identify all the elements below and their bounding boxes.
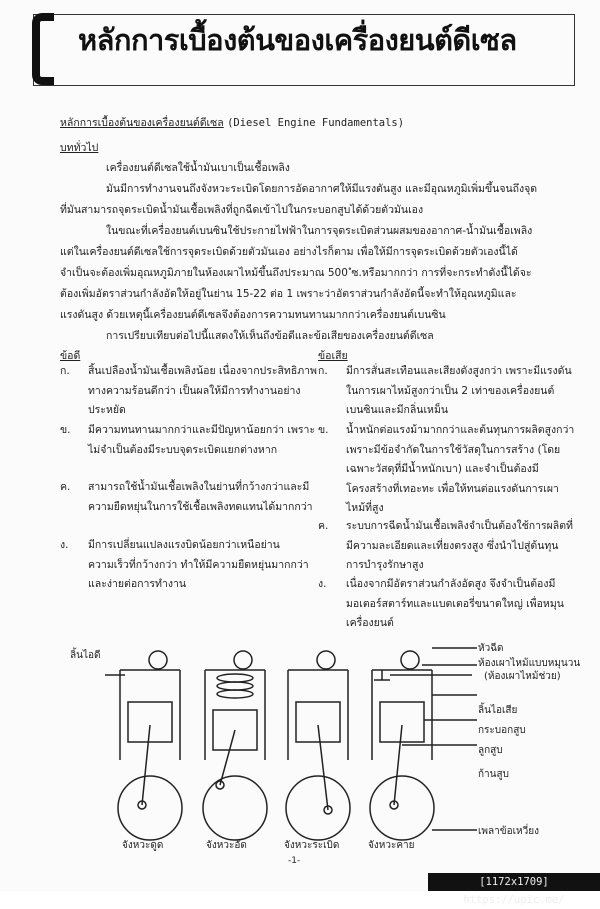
subheading: บททั่วไป [60,142,99,154]
item-text: สามารถใช้น้ำมันเชื้อเพลิงในย่านที่กว้างกว่าและมีความยืดหยุ่นในการใช้เชื้อเพลิงทดแทนได้มากกว่า [88,481,313,513]
title-banner [33,14,575,86]
item-text: มีการสั่นสะเทือนและเสียงดังสูงกว่า เพราะมีแรงดันในการเผาไหม้สูงกว่าเป็น 2 เท่าของเครื่องยนต์เบนซินและมีกลิ่นเหม็น [346,365,572,416]
item-text: เนื่องจากมีอัตราส่วนกำลังอัดสูง จึงจำเป็นต้องมีมอเตอร์สตาร์ทและแบตเตอรี่ขนาดใหญ่ เพื่อหมุนเครื่องยนต์ [346,578,564,629]
intro-line: เครื่องยนต์ดีเซลใช้น้ำมันเบาเป็นเชื้อเพลิง [106,162,290,174]
item-key: ก. [60,365,70,377]
intro-line: ต้องเพิ่มอัตราส่วนกำลังอัดให้อยู่ในย่าน 15-22 ต่อ 1 เพราะว่าอัตราส่วนกำลังอัดนี้จะทำให้อุณหภูมิและ [60,288,517,300]
page-title: หลักการเบื้องต้นของเครื่องยนต์ดีเซล [78,23,517,57]
section-heading-th: หลักการเบื้องต้นของเครื่องยนต์ดีเซล [60,117,224,129]
stroke-label: จังหวะดูด [122,840,164,851]
advantages-heading: ข้อดี [60,350,81,362]
advantage-item [60,421,320,481]
stroke-label: จังหวะอัด [206,840,247,851]
item-text: น้ำหนักต่อแรงม้ามากกว่าและต้นทุนการผลิตสูงกว่า เพราะมีข้อจำกัดในการใช้วัสดุในการสร้าง (โดยเฉพาะวัสดุที่มีน้ำหนักเบา) และจำเป็นต้องมีโครงสร้างที่เทอะทะ เพื่อให้ทนต่อแรงดันการเผาไหม้ที่สูง [346,424,575,514]
item-text: ระบบการฉีดน้ำมันเชื้อเพลิงจำเป็นต้องใช้การผลิตที่มีความละเอียดและเที่ยงตรงสูง ซึ่งนำไปสู่ต้นทุนการบำรุงรักษาสูง [346,520,573,571]
label-swirl-chamber-alt: (ห้องเผาไหม้ช่วย) [484,671,561,682]
item-key: ค. [60,481,71,493]
label-exhaust-valve: ลิ้นไอเสีย [478,705,518,716]
engine-compression [203,651,267,840]
intro-line: ที่มันสามารถจุดระเบิดน้ำมันเชื้อเพลิงที่ถูกฉีดเข้าไปในกระบอกสูบได้ด้วยตัวมันเอง [60,204,424,216]
intro-line: ในขณะที่เครื่องยนต์เบนซินใช้ประกายไฟฟ้าในการจุดระเบิดส่วนผสมของอากาศ-น้ำมันเชื้อเพลิง [106,225,533,237]
item-text: มีการเปลี่ยนแปลงแรงบิดน้อยกว่าเหนือย่านความเร็วที่กว้างกว่า ทำให้มีความยืดหยุ่นมากกว่าและง่ายต่อการทำงาน [88,539,309,590]
intro-line: แต่ในเครื่องยนต์ดีเซลใช้การจุดระเบิดด้วยตัวมันเอง อย่างไรก็ตาม เพื่อให้มีการจุดระเบิดด้วยตัวเองนี้ได้ [60,246,518,258]
engine-exhaust [370,648,477,840]
advantage-item [60,536,320,596]
label-swirl-chamber: ห้องเผาไหม้แบบหมุนวน [478,658,581,669]
item-text: มีความทนทานมากกว่าและมีปัญหาน้อยกว่า เพราะไม่จำเป็นต้องมีระบบจุดระเบิดแยกต่างหาก [88,424,316,456]
item-key: ก. [318,365,328,377]
item-key: ง. [318,578,327,590]
page-number: -1- [288,856,301,866]
label-crankshaft: เพลาข้อเหวี่ยง [478,826,539,837]
intro-line: มันมีการทำงานจนถึงจังหวะระเบิดโดยการอัดอากาศให้มีแรงดันสูง และมีอุณหภูมิเพิ่มขึ้นจนถึงจุด [106,183,538,195]
engine-power [286,651,350,840]
label-cylinder: กระบอกสูบ [478,725,526,736]
engine-intake [105,651,182,840]
advantage-item [60,362,320,422]
item-key: ข. [318,424,329,436]
intro-line: แรงดันสูง ด้วยเหตุนี้เครื่องยนต์ดีเซลจึงต้องการความทนทานมากกว่าเครื่องยนต์เบนซิน [60,309,446,321]
stroke-label: จังหวะคาย [368,840,415,851]
item-key: ค. [318,520,329,532]
label-connecting-rod: ก้านสูบ [478,769,509,780]
section-heading-en: (Diesel Engine Fundamentals) [227,117,405,129]
intro-line: จำเป็นจะต้องเพิ่มอุณหภูมิภายในห้องเผาไหม้ขึ้นถึงประมาณ 500 ํซ.หรือมากกว่า การที่จะกระทำดังนี้ได้จะ [60,267,532,279]
source-footer: [1172x1709] https://upic.me/ [428,873,600,891]
banner-bracket [32,13,54,85]
label-piston: ลูกสูบ [478,745,503,756]
stroke-label: จังหวะระเบิด [284,840,340,851]
label-injector: หัวฉีด [478,643,504,654]
item-key: ข. [60,424,71,436]
advantage-item [60,478,320,538]
label-intake-valve: ลิ้นไอดี [70,650,101,661]
disadvantages-heading: ข้อเสีย [318,350,348,362]
item-key: ง. [60,539,69,551]
item-text: สิ้นเปลืองน้ำมันเชื้อเพลิงน้อย เนื่องจากประสิทธิภาพทางความร้อนดีกว่า เป็นผลให้มีการทำงานอย่างประหยัด [88,365,317,416]
section-heading [60,114,404,131]
intro-line: การเปรียบเทียบต่อไปนี้แสดงให้เห็นถึงข้อดีและข้อเสียของเครื่องยนต์ดีเซล [106,330,434,342]
